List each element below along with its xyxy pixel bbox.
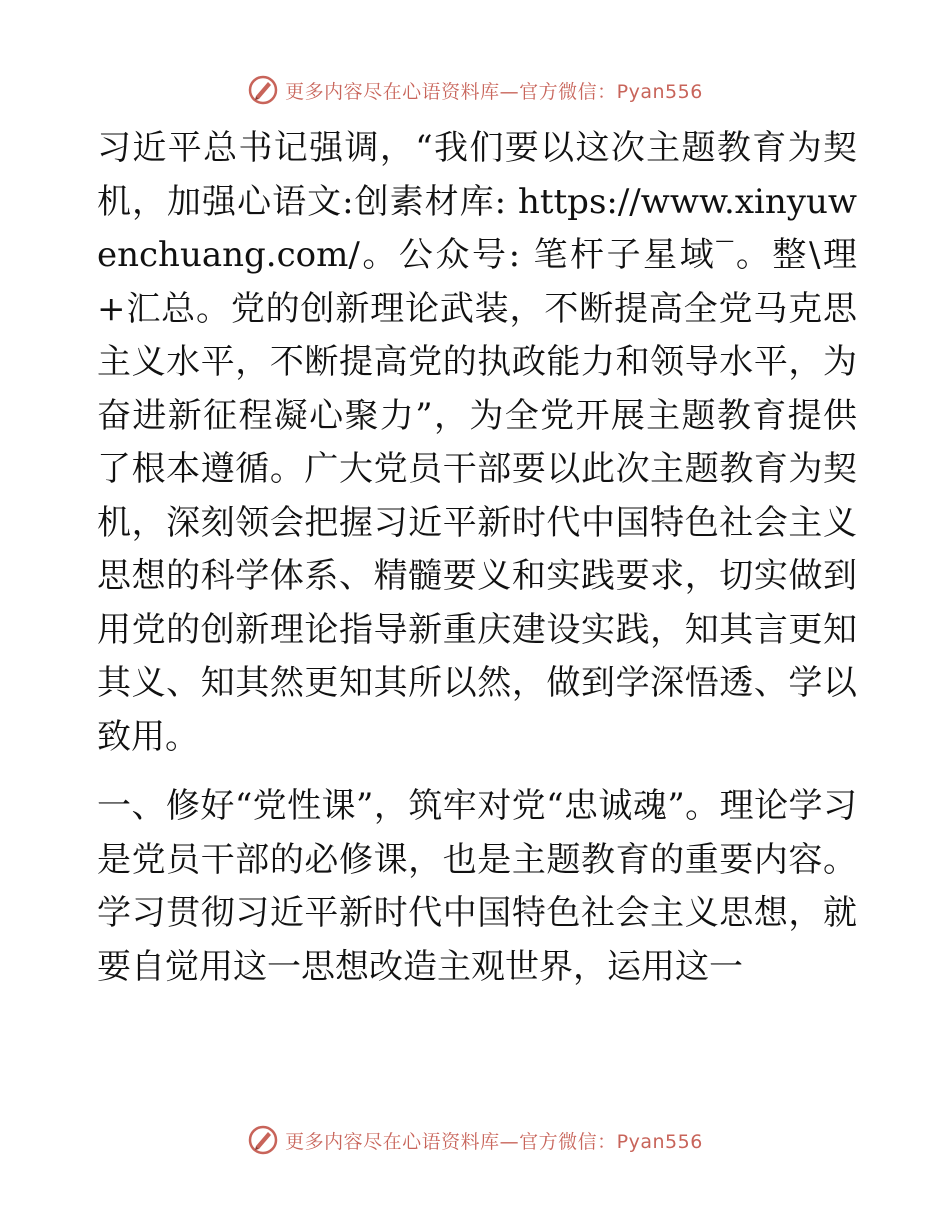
header-watermark [0,70,950,110]
paragraph-section-one: 一、修好“党性课”，筑牢对党“忠诚魂”。理论学习是党员干部的必修课，也是主题教育的重要内容。学习贯彻习近平新时代中国特色社会主义思想，就要自觉用这一思想改造主观世界，运用这一 [97,786,857,987]
watermark-text: 更多内容尽在心语资料库—官方微信：Pyan556 [285,1130,703,1153]
watermark-text: 更多内容尽在心语资料库—官方微信：Pyan556 [285,80,703,103]
pen-logo-icon [247,74,279,106]
footer-watermark [0,1120,950,1160]
document-body [97,122,857,994]
pen-logo-icon [247,1124,279,1156]
paragraph-intro: 习近平总书记强调，“我们要以这次主题教育为契机，加强心语文:创素材库: https://www.xinyuwenchuang.com/。公众号: 笔杆子星域‾。整\理+汇总。党的创新理论武装，不断提高全党马克思主义水平，不断提高党的执政能力和领导水平，为奋进新征程凝心聚力”，为全党开展主题教育提供了根本遵循。广大党员干部要以此次主题教育为契机，深刻领会把握习近平新时代中国特色社会主义思想的科学体系、精髓要义和实践要求，切实做到用党的创新理论指导新重庆建设实践，知其言更知其义、知其然更知其所以然，做到学深悟透、学以致用。 [97,128,857,757]
